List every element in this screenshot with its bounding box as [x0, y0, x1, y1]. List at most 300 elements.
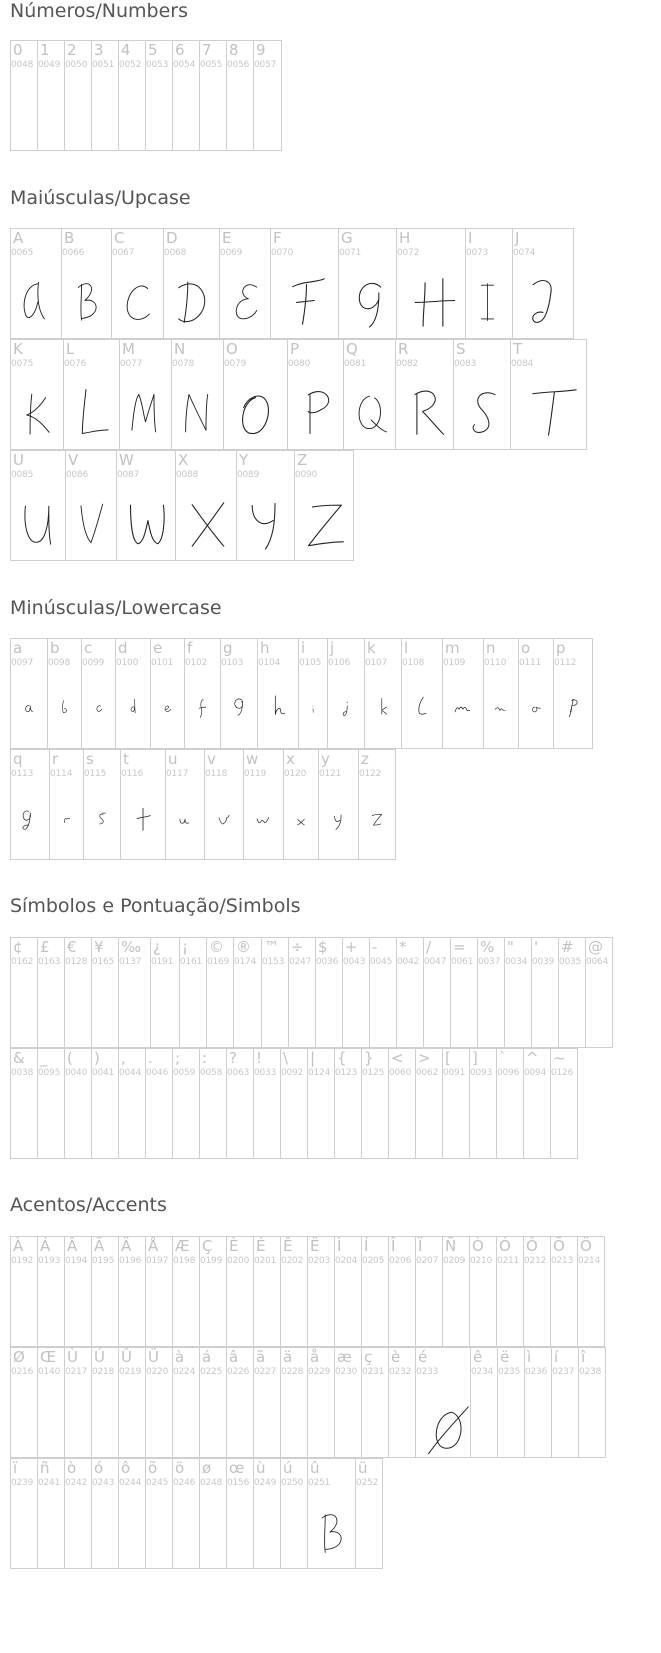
glyph-drawing	[454, 374, 510, 449]
glyph-cell	[450, 937, 478, 1048]
glyph-cell	[307, 1048, 335, 1159]
glyph-character-label: Ã	[94, 1237, 105, 1255]
glyph-code-label: 0061	[451, 957, 474, 967]
glyph-cell	[118, 1236, 146, 1347]
glyph-cell	[257, 638, 299, 749]
glyph-character-label: ¿	[153, 938, 161, 956]
glyph-cell	[442, 1048, 470, 1159]
glyph-character-label: ú	[283, 1459, 293, 1477]
glyph-code-label: 0236	[525, 1367, 548, 1377]
glyph-cell	[550, 1236, 578, 1347]
glyph-drawing	[258, 673, 298, 748]
glyph-character-label: ¡	[182, 938, 189, 956]
glyph-code-label: 0041	[92, 1068, 115, 1078]
glyph-code-label: 0174	[234, 957, 257, 967]
glyph-stroke	[63, 701, 67, 713]
glyph-cell	[64, 40, 92, 151]
handwritten-glyph-sample	[237, 485, 294, 560]
glyph-character-label: $	[318, 938, 328, 956]
glyph-character-label: F	[273, 229, 282, 247]
glyph-stroke	[243, 396, 269, 434]
glyph-cell	[118, 937, 151, 1048]
glyph-cell	[483, 638, 519, 749]
glyph-stroke	[132, 395, 156, 432]
glyph-cell	[37, 40, 65, 151]
glyph-code-label: 0081	[344, 359, 367, 369]
glyph-code-label: 0210	[470, 1256, 493, 1266]
glyph-character-label: ø	[202, 1459, 212, 1477]
glyph-code-label: 0060	[389, 1068, 412, 1078]
glyph-character-label: 7	[202, 41, 212, 59]
glyph-code-label: 0105	[299, 658, 322, 668]
glyph-stroke	[219, 815, 229, 824]
glyph-character-label: ,	[121, 1049, 126, 1067]
handwritten-glyph-sample	[295, 485, 353, 560]
glyph-code-label: 0122	[359, 769, 382, 779]
glyph-stroke	[275, 696, 284, 715]
glyph-code-label: 0119	[244, 769, 267, 779]
glyph-cell	[10, 40, 38, 151]
glyph-code-label: 0156	[227, 1478, 250, 1488]
glyph-code-label: 0193	[38, 1256, 61, 1266]
glyph-character-label: s	[86, 750, 94, 768]
handwritten-glyph-sample	[224, 374, 287, 449]
glyph-cell	[10, 228, 62, 339]
glyph-character-label: f	[187, 639, 193, 657]
glyph-cell	[120, 749, 166, 860]
glyph-cell	[396, 937, 424, 1048]
glyph-code-label: 0216	[11, 1367, 34, 1377]
glyph-character-label: ]	[472, 1049, 478, 1067]
glyph-code-label: 0203	[308, 1256, 331, 1266]
glyph-character-label: À	[13, 1237, 24, 1255]
glyph-character-label: ä	[283, 1348, 293, 1366]
glyph-stroke	[27, 394, 50, 434]
glyph-cell	[199, 1236, 227, 1347]
glyph-character-label: ö	[175, 1459, 185, 1477]
glyph-stroke	[186, 395, 208, 432]
glyph-code-label: 0238	[579, 1367, 602, 1377]
glyph-character-label: ¢	[13, 938, 23, 956]
glyph-character-label: œ	[229, 1459, 245, 1477]
glyph-code-label: 0126	[551, 1068, 574, 1078]
glyph-code-label: 0093	[470, 1068, 493, 1078]
glyph-cell	[253, 1048, 281, 1159]
glyph-stroke	[309, 505, 344, 546]
glyph-character-label: ü	[358, 1459, 368, 1477]
handwritten-glyph-sample	[48, 673, 81, 748]
glyph-cell	[91, 1458, 119, 1569]
glyph-stroke	[131, 505, 165, 544]
glyph-code-label: 0097	[11, 658, 34, 668]
glyph-cell	[358, 749, 396, 860]
glyph-stroke	[359, 396, 386, 432]
glyph-stroke	[481, 284, 493, 321]
glyph-character-label: &	[13, 1049, 25, 1067]
glyph-drawing	[443, 673, 483, 748]
glyph-code-label: 0113	[11, 769, 34, 779]
glyph-character-label: 8	[229, 41, 239, 59]
glyph-cell	[118, 1347, 146, 1458]
glyph-code-label: 0063	[227, 1068, 250, 1078]
handwritten-glyph-sample	[284, 784, 318, 859]
glyph-character-label: p	[556, 639, 566, 657]
glyph-code-label: 0153	[262, 957, 285, 967]
glyph-code-label: 0244	[119, 1478, 142, 1488]
glyph-code-label: 0080	[288, 359, 311, 369]
glyph-cell	[551, 1347, 579, 1458]
glyph-code-label: 0066	[62, 248, 85, 258]
glyph-stroke	[382, 699, 387, 715]
glyph-character-label: Ø	[13, 1348, 25, 1366]
glyph-character-label: o	[521, 639, 531, 657]
glyph-code-label: 0246	[173, 1478, 196, 1488]
glyph-cell	[10, 1347, 38, 1458]
glyph-code-label: 0039	[532, 957, 555, 967]
section-title: Maiúsculas/Upcase	[10, 187, 191, 209]
glyph-code-label: 0058	[200, 1068, 223, 1078]
glyph-code-label: 0104	[258, 658, 281, 668]
glyph-cell	[253, 1458, 281, 1569]
glyph-code-label: 0162	[11, 957, 34, 967]
glyph-cell	[10, 1458, 38, 1569]
glyph-stroke	[429, 1407, 469, 1454]
glyph-drawing	[117, 485, 175, 560]
glyph-code-label: 0051	[92, 60, 115, 70]
handwritten-glyph-sample	[120, 374, 171, 449]
glyph-code-label: 0128	[65, 957, 88, 967]
glyph-code-label: 0055	[200, 60, 223, 70]
glyph-character-label: Ü	[148, 1348, 159, 1366]
glyph-cell	[37, 1347, 65, 1458]
glyph-drawing	[396, 374, 453, 449]
glyph-code-label: 0248	[200, 1478, 223, 1488]
glyph-character-label: Æ	[175, 1237, 190, 1255]
glyph-code-label: 0234	[471, 1367, 494, 1377]
glyph-character-label: a	[13, 639, 23, 657]
glyph-cell	[270, 228, 339, 339]
glyph-character-label: Ó	[499, 1237, 511, 1255]
glyph-cell	[496, 1048, 524, 1159]
glyph-drawing	[11, 263, 61, 338]
glyph-character-label: ò	[67, 1459, 77, 1477]
glyph-code-label: 0108	[402, 658, 425, 668]
glyph-cell	[523, 1048, 551, 1159]
glyph-character-label: ©	[209, 938, 224, 956]
glyph-cell	[118, 1458, 146, 1569]
glyph-code-label: 0137	[119, 957, 142, 967]
glyph-character-label: ‰	[121, 938, 142, 956]
glyph-code-label: 0232	[389, 1367, 412, 1377]
glyph-code-label: 0111	[519, 658, 542, 668]
glyph-stroke	[131, 699, 135, 713]
glyph-code-label: 0052	[119, 60, 142, 70]
glyph-code-label: 0219	[119, 1367, 142, 1377]
glyph-code-label: 0053	[146, 60, 169, 70]
glyph-code-label: 0239	[11, 1478, 34, 1488]
glyph-character-label: #	[561, 938, 574, 956]
glyph-code-label: 0224	[173, 1367, 196, 1377]
glyph-stroke	[252, 504, 275, 550]
glyph-character-label: ã	[256, 1348, 266, 1366]
glyph-code-label: 0192	[11, 1256, 34, 1266]
glyph-code-label: 0247	[289, 957, 312, 967]
glyph-character-label: æ	[337, 1348, 352, 1366]
glyph-drawing	[64, 374, 119, 449]
glyph-code-label: 0230	[335, 1367, 358, 1377]
glyph-stroke	[308, 392, 329, 434]
glyph-drawing	[120, 374, 171, 449]
glyph-cell	[280, 1048, 308, 1159]
glyph-drawing	[224, 374, 287, 449]
glyph-code-label: 0245	[146, 1478, 169, 1488]
glyph-cell	[91, 937, 119, 1048]
glyph-stroke	[180, 819, 189, 823]
glyph-cell	[184, 638, 221, 749]
glyph-character-label: Z	[297, 451, 308, 469]
glyph-code-label: 0087	[117, 470, 140, 480]
glyph-cell	[470, 1347, 498, 1458]
glyph-stroke	[343, 702, 347, 715]
glyph-code-label: 0209	[443, 1256, 466, 1266]
glyph-code-label: 0226	[227, 1367, 250, 1377]
glyph-cell	[172, 1236, 200, 1347]
glyph-cell	[307, 1347, 335, 1458]
glyph-code-label: 0077	[120, 359, 143, 369]
glyph-cell	[342, 937, 370, 1048]
glyph-character-label: @	[588, 938, 603, 956]
glyph-code-label: 0042	[397, 957, 420, 967]
glyph-stroke	[236, 285, 256, 319]
glyph-cell	[83, 749, 121, 860]
glyph-code-label: 0089	[237, 470, 260, 480]
glyph-character-label: Q	[346, 340, 358, 358]
glyph-cell	[179, 937, 207, 1048]
glyph-stroke	[25, 506, 51, 544]
handwritten-glyph-sample	[11, 263, 61, 338]
glyph-cell	[294, 450, 354, 561]
glyph-character-label: Å	[148, 1237, 159, 1255]
glyph-cell	[388, 1347, 416, 1458]
glyph-character-label: É	[256, 1237, 266, 1255]
glyph-character-label: V	[68, 451, 79, 469]
glyph-character-label: e	[153, 639, 163, 657]
glyph-character-label: ï	[13, 1459, 18, 1477]
glyph-cell	[219, 228, 271, 339]
glyph-cell	[388, 1236, 416, 1347]
glyph-cell	[145, 1458, 173, 1569]
glyph-cell	[287, 339, 344, 450]
glyph-drawing	[164, 263, 219, 338]
glyph-code-label: 0118	[205, 769, 228, 779]
glyph-cell	[334, 1347, 362, 1458]
glyph-character-label: ù	[256, 1459, 266, 1477]
handwritten-glyph-sample	[554, 673, 592, 748]
glyph-cell	[163, 228, 220, 339]
handwritten-glyph-sample	[64, 374, 119, 449]
glyph-cell	[226, 1347, 254, 1458]
glyph-character-label: Û	[121, 1348, 132, 1366]
glyph-character-label: M	[122, 340, 135, 358]
glyph-character-label: .	[148, 1049, 153, 1067]
glyph-code-label: 0094	[524, 1068, 547, 1078]
glyph-character-label: Ä	[121, 1237, 132, 1255]
glyph-cell	[512, 228, 574, 339]
glyph-drawing	[519, 673, 553, 748]
glyph-stroke	[533, 281, 551, 323]
glyph-character-label: Ì	[337, 1237, 342, 1255]
glyph-stroke	[137, 808, 150, 830]
glyph-cell	[361, 1236, 389, 1347]
glyph-drawing	[151, 673, 184, 748]
glyph-cell	[226, 1048, 254, 1159]
glyph-code-label: 0206	[389, 1256, 412, 1266]
glyph-code-label: 0037	[478, 957, 501, 967]
glyph-code-label: 0237	[552, 1367, 575, 1377]
glyph-drawing	[295, 485, 353, 560]
glyph-drawing	[237, 485, 294, 560]
glyph-drawing	[221, 673, 257, 748]
handwritten-glyph-sample	[454, 374, 510, 449]
glyph-cell	[477, 937, 505, 1048]
glyph-character-label: x	[286, 750, 295, 768]
glyph-character-label: n	[486, 639, 496, 657]
glyph-drawing	[82, 673, 115, 748]
glyph-drawing	[359, 784, 395, 859]
glyph-character-label: Y	[239, 451, 249, 469]
glyph-character-label: D	[166, 229, 178, 247]
glyph-code-label: 0033	[254, 1068, 277, 1078]
glyph-character-label: T	[513, 340, 523, 358]
glyph-cell	[115, 638, 151, 749]
handwritten-glyph-sample	[308, 1493, 355, 1568]
glyph-stroke	[82, 390, 108, 434]
glyph-cell	[91, 1236, 119, 1347]
glyph-character-label: ;	[175, 1049, 181, 1067]
glyph-cell	[10, 339, 64, 450]
glyph-character-label: _	[40, 1049, 48, 1067]
glyph-stroke	[257, 818, 269, 823]
glyph-cell	[364, 638, 402, 749]
glyph-cell	[204, 749, 244, 860]
glyph-character-label: ç	[364, 1348, 373, 1366]
glyph-character-label: m	[445, 639, 460, 657]
glyph-drawing	[397, 263, 465, 338]
glyph-character-label: H	[399, 229, 411, 247]
glyph-code-label: 0070	[271, 248, 294, 258]
glyph-code-label: 0036	[316, 957, 339, 967]
glyph-cell	[585, 937, 613, 1048]
glyph-character-label: ^	[526, 1049, 539, 1067]
glyph-cell	[578, 1347, 606, 1458]
glyph-character-label: ì	[527, 1348, 532, 1366]
glyph-code-label: 0099	[82, 658, 105, 668]
glyph-code-label: 0086	[66, 470, 89, 480]
glyph-code-label: 0071	[339, 248, 362, 258]
glyph-cell	[510, 339, 587, 450]
glyph-code-label: 0101	[151, 658, 174, 668]
glyph-code-label: 0207	[416, 1256, 439, 1266]
glyph-character-label: S	[456, 340, 466, 358]
glyph-code-label: 0091	[443, 1068, 466, 1078]
glyph-cell	[355, 1458, 383, 1569]
glyph-cell	[558, 937, 586, 1048]
handwritten-glyph-sample	[84, 784, 120, 859]
glyph-drawing	[11, 673, 47, 748]
handwritten-glyph-sample	[66, 485, 116, 560]
glyph-character-label: ÷	[291, 938, 304, 956]
glyph-character-label: -	[372, 938, 378, 956]
glyph-character-label: q	[13, 750, 23, 768]
glyph-character-label: !	[256, 1049, 263, 1067]
glyph-character-label: /	[426, 938, 432, 956]
glyph-character-label: Ò	[472, 1237, 484, 1255]
glyph-code-label: 0197	[146, 1256, 169, 1266]
glyph-character-label: 9	[256, 41, 266, 59]
handwritten-glyph-sample	[288, 374, 343, 449]
glyph-code-label: 0225	[200, 1367, 223, 1377]
glyph-drawing	[402, 673, 442, 748]
glyph-code-label: 0062	[416, 1068, 439, 1078]
glyph-character-label: â	[229, 1348, 239, 1366]
glyph-cell	[64, 1048, 92, 1159]
glyph-character-label: 5	[148, 41, 158, 59]
glyph-drawing	[365, 673, 401, 748]
glyph-cell	[64, 1236, 92, 1347]
glyph-cell	[396, 228, 466, 339]
glyph-stroke	[495, 708, 505, 711]
glyph-drawing	[339, 263, 396, 338]
glyph-code-label: 0191	[151, 957, 174, 967]
glyph-character-label: \	[283, 1049, 289, 1067]
glyph-character-label: g	[223, 639, 233, 657]
glyph-cell	[261, 937, 289, 1048]
glyph-character-label: é	[418, 1348, 428, 1366]
glyph-cell	[469, 1048, 497, 1159]
glyph-code-label: 0233	[416, 1367, 439, 1377]
glyph-stroke	[533, 390, 576, 435]
glyph-character-label: >	[418, 1049, 431, 1067]
glyph-cell	[415, 1048, 443, 1159]
glyph-character-label: ®	[236, 938, 251, 956]
glyph-character-label: d	[118, 639, 128, 657]
glyph-code-label: 0046	[146, 1068, 169, 1078]
glyph-cell	[63, 339, 120, 450]
handwritten-glyph-sample	[221, 673, 257, 748]
glyph-cell	[280, 1236, 308, 1347]
glyph-code-label: 0250	[281, 1478, 304, 1488]
handwritten-glyph-sample	[271, 263, 338, 338]
glyph-cell	[518, 638, 554, 749]
glyph-cell	[145, 1048, 173, 1159]
glyph-character-label: õ	[148, 1459, 158, 1477]
glyph-character-label: l	[404, 639, 409, 657]
glyph-cell	[236, 450, 295, 561]
glyph-code-label: 0068	[164, 248, 187, 258]
glyph-character-label: à	[175, 1348, 185, 1366]
glyph-cell	[91, 40, 119, 151]
glyph-character-label: Á	[40, 1237, 51, 1255]
glyph-character-label: '	[534, 938, 539, 956]
glyph-code-label: 0140	[38, 1367, 61, 1377]
glyph-cell	[111, 228, 164, 339]
glyph-cell	[47, 638, 82, 749]
glyph-drawing	[466, 263, 512, 338]
glyph-character-label: `	[499, 1049, 507, 1067]
handwritten-glyph-sample	[258, 673, 298, 748]
glyph-stroke	[97, 706, 102, 712]
glyph-code-label: 0251	[308, 1478, 331, 1488]
